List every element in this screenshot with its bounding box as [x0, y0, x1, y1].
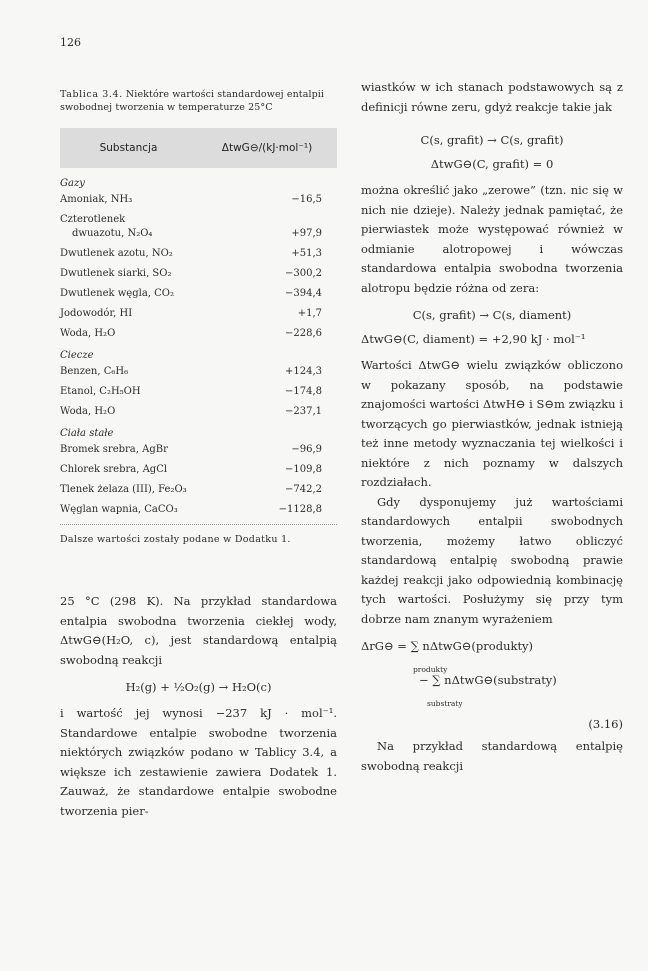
data-table: [60, 178, 337, 516]
table-row: [60, 268, 337, 280]
table-row: [60, 464, 337, 476]
value-cell: +97,9: [291, 228, 322, 239]
sum-subscript-products: produkty: [413, 665, 448, 674]
substance-cell: Etanol, C₂H₅OH: [60, 386, 141, 397]
table-row: [60, 214, 337, 226]
left-equation-1: H₂(g) + ½O₂(g) → H₂O(c): [125, 680, 272, 694]
substance-cell: Chlorek srebra, AgCl: [60, 464, 168, 475]
sum-line-2: − ∑ nΔtwG⊖(substraty): [419, 673, 557, 687]
table-row: [60, 444, 337, 456]
table-row: [60, 406, 337, 418]
value-cell: −394,4: [284, 288, 322, 299]
value-cell: −109,8: [284, 464, 322, 475]
table-footnote: Dalsze wartości zostały podane w Dodatku 1.: [60, 534, 291, 545]
table-divider: [60, 524, 337, 525]
substance-cell: Jodowodór, HI: [60, 308, 133, 319]
value-cell: −174,8: [284, 386, 322, 397]
group-title: Gazy: [60, 178, 85, 189]
substance-cell: dwuazotu, N₂O₄: [72, 228, 153, 239]
table-row: [60, 504, 337, 516]
left-paragraph-2: i wartość jej wynosi −237 kJ · mol⁻¹. Standardowe entalpie swobodne tworzenia niektórych związków podano w Tablicy 3.4, a większe ich zestawienie zawiera Dodatek 1. Zauważ, że standardowe entalpie swobodne tworzenia pier-: [60, 706, 337, 818]
table-row: [60, 386, 337, 398]
value-cell: +51,3: [291, 248, 322, 259]
substance-cell: Bromek srebra, AgBr: [60, 444, 168, 455]
left-column: [60, 88, 337, 821]
table-caption: [60, 88, 337, 114]
substance-cell: Amoniak, NH₃: [60, 194, 133, 205]
table-row: [60, 248, 337, 260]
table-header-substance: Substancja: [99, 142, 158, 154]
group-title: Ciała stałe: [60, 428, 114, 439]
substance-cell: Dwutlenek siarki, SO₂: [60, 268, 172, 279]
right-equation-1: C(s, grafit) → C(s, grafit): [420, 133, 564, 147]
right-paragraph-1: wiastków w ich stanach podstawowych są z definicji równe zeru, gdyż reakcje takie jak: [361, 80, 623, 114]
value-cell: −1128,8: [278, 504, 322, 515]
substance-cell: Dwutlenek azotu, NO₂: [60, 248, 173, 259]
table-caption-label: Tablica 3.4.: [60, 89, 123, 100]
equation-number: (3.16): [588, 717, 623, 731]
page-number: 126: [60, 36, 81, 49]
value-cell: −237,1: [284, 406, 322, 417]
substance-cell: Woda, H₂O: [60, 328, 116, 339]
substance-cell: Dwutlenek węgla, CO₂: [60, 288, 175, 299]
substance-cell: Czterotlenek: [60, 214, 126, 225]
right-column: [361, 78, 623, 776]
right-paragraph-3: Wartości ΔtwG⊖ wielu związków obliczono w pokazany sposób, na podstawie znajomości wartości ΔtwH⊖ i S⊖m związku i tworzących go pierwiastków, jednak istnieją też inne metody wyznaczania tej wielkości i niektóre z nich poznamy w dalszych rozdziałach.: [361, 358, 623, 489]
right-paragraph-4: Gdy dysponujemy już wartościami standardowych entalpii swobodnych tworzenia, możemy łatwo obliczyć standardową entalpię swobodną prawie każdej reakcji jako odpowiednią kombinację tych wartości. Posłużymy się przy tym dobrze nam znanym wyrażeniem: [361, 494, 623, 626]
value-cell: +1,7: [297, 308, 322, 319]
value-cell: −742,2: [284, 484, 322, 495]
right-equation-3: C(s, grafit) → C(s, diament): [412, 308, 572, 322]
value-cell: −96,9: [291, 444, 322, 455]
sum-line-1: ΔrG⊖ = ∑ nΔtwG⊖(produkty): [361, 639, 534, 653]
right-equation-2: ΔtwG⊖(C, grafit) = 0: [430, 157, 554, 171]
table-group-liquids: [60, 350, 337, 418]
right-paragraph-5: Na przykład standardową entalpię swobodną reakcji: [361, 739, 623, 773]
substance-cell: Woda, H₂O: [60, 406, 116, 417]
sum-subscript-substrates: substraty: [427, 699, 463, 708]
group-title: Ciecze: [60, 350, 94, 361]
table-header-value: ΔtwG⊖/(kJ·mol⁻¹): [221, 142, 313, 154]
table-group-gases: [60, 178, 337, 340]
substance-cell: Tlenek żelaza (III), Fe₂O₃: [60, 484, 187, 495]
table-row: [60, 366, 337, 378]
table-row: [60, 288, 337, 300]
substance-cell: Benzen, C₆H₆: [60, 366, 129, 377]
table-header: [60, 128, 337, 168]
table-caption-text: Niektóre wartości standardowej entalpii swobodnej tworzenia w temperaturze 25°C: [60, 89, 325, 113]
table-row: [60, 328, 337, 340]
table-group-solids: [60, 428, 337, 516]
value-cell: +124,3: [284, 366, 322, 377]
table-row: [60, 194, 337, 206]
left-paragraph-1: 25 °C (298 K). Na przykład standardowa entalpia swobodna tworzenia ciekłej wody, ΔtwG⊖(H₂O, c), jest standardową entalpią swobodną reakcji: [60, 594, 337, 667]
table-row: [60, 308, 337, 320]
substance-cell: Węglan wapnia, CaCO₃: [60, 504, 178, 515]
value-cell: −300,2: [284, 268, 322, 279]
right-paragraph-2: można określić jako „zerowe” (tzn. nic się w nich nie dzieje). Należy jednak pamiętać, że pierwiastek może występować również w odmianie alotropowej i wówczas standardowa entalpia swobodna tworzenia alotropu będzie różna od zera:: [361, 183, 623, 295]
table-row: [60, 484, 337, 496]
value-cell: −16,5: [291, 194, 322, 205]
value-cell: −228,6: [284, 328, 322, 339]
right-equation-4: ΔtwG⊖(C, diament) = +2,90 kJ · mol⁻¹: [361, 332, 586, 346]
value-cell: [240, 214, 322, 226]
table-row: [60, 228, 337, 240]
sum-equation: [361, 639, 623, 721]
